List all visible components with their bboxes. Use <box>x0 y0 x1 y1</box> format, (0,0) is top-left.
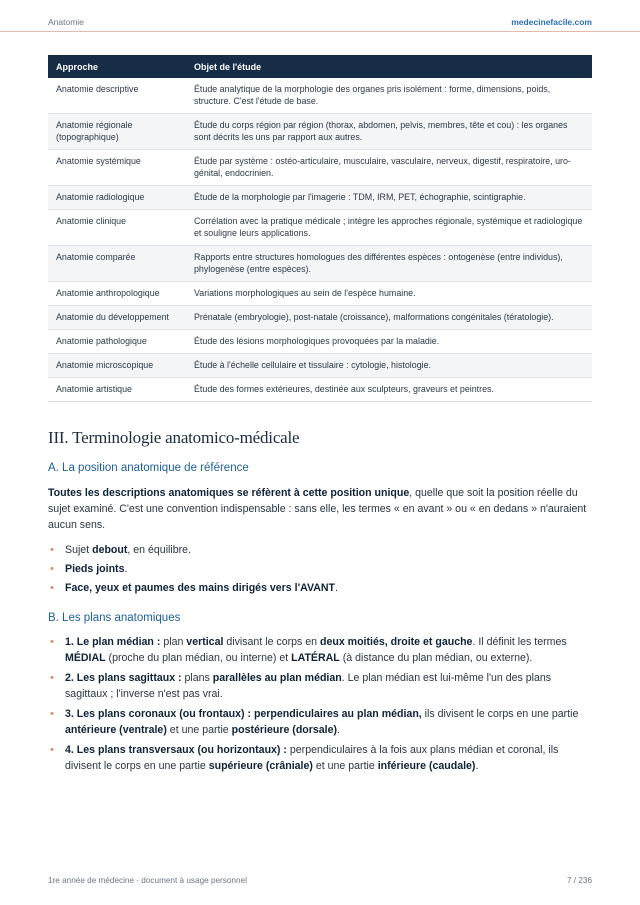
list-item <box>48 580 596 596</box>
bullet-text: perpendiculaires à la fois aux plans médian et coronal, ils divisent le corps en une partie <box>65 744 559 772</box>
approach-cell: Anatomie radiologique <box>48 186 186 210</box>
section-title: III. Terminologie anatomico-médicale <box>48 428 300 447</box>
object-cell: Corrélation avec la pratique médicale ; intègre les approches régionale, systémique et radiologique et souligne leurs applications. <box>186 210 592 246</box>
bullet-bold: vertical <box>186 636 224 648</box>
list-item <box>48 634 596 666</box>
bullet-bold: 3. Les plans coronaux (ou frontaux) : perpendiculaires au plan médian, <box>65 708 422 720</box>
list-item <box>48 561 596 577</box>
table-row <box>48 378 592 402</box>
bullet-icon: • <box>50 582 54 594</box>
planes-bullet-list <box>48 634 596 774</box>
page-footer <box>48 876 592 885</box>
table-row <box>48 150 592 186</box>
bullet-bold: LATÉRAL <box>291 652 340 664</box>
site-link[interactable]: medecinefacile.com <box>511 17 592 27</box>
list-item <box>48 706 596 738</box>
subsection-b-heading: B. Les plans anatomiques <box>48 612 181 624</box>
bullet-bold: antérieure (ventrale) <box>65 724 167 736</box>
bullet-bold: postérieure (dorsale) <box>231 724 338 736</box>
object-cell: Étude des formes extérieures, destinée aux sculpteurs, graveurs et peintres. <box>186 378 592 402</box>
table-row <box>48 306 592 330</box>
intro-bold: Toutes les descriptions anatomiques se réfèrent à cette position unique <box>48 487 410 499</box>
bullet-text: . <box>335 582 338 594</box>
approach-cell: Anatomie régionale (topographique) <box>48 114 186 150</box>
bullet-icon: • <box>50 636 54 648</box>
page-header <box>48 14 592 30</box>
table-row <box>48 210 592 246</box>
bullet-bold: inférieure (caudale) <box>377 760 476 772</box>
approach-cell: Anatomie comparée <box>48 246 186 282</box>
bullet-text: , en équilibre. <box>127 544 192 556</box>
page-number: 7 / 236 <box>566 876 592 885</box>
header-divider <box>0 31 640 32</box>
bullet-icon: • <box>50 672 54 684</box>
bullet-icon: • <box>50 744 54 756</box>
list-item <box>48 542 596 558</box>
bullet-bold: 2. Les plans sagittaux : <box>65 672 182 684</box>
object-cell: Étude à l'échelle cellulaire et tissulaire : cytologie, histologie. <box>186 354 592 378</box>
bullet-bold: parallèles au plan médian <box>212 672 342 684</box>
approach-cell: Anatomie du développement <box>48 306 186 330</box>
header-title: Anatomie <box>48 17 84 27</box>
bullet-text: . <box>124 563 128 575</box>
object-cell: Étude par système : ostéo-articulaire, musculaire, vasculaire, nerveux, digestif, respiratoire, uro-génital, endocrinien. <box>186 150 592 186</box>
intro-text: , quelle que soit la position réelle du sujet examiné. C'est une convention indispensable : sans elle, les termes « en avant » ou « en dedans » n'auraient aucun sens. <box>48 487 587 531</box>
table-row <box>48 186 592 210</box>
table-row <box>48 354 592 378</box>
table-row <box>48 282 592 306</box>
bullet-text: plan <box>160 636 187 648</box>
object-cell: Étude analytique de la morphologie des organes pris isolément : forme, dimensions, poids, structure. C'est l'étude de base. <box>186 78 592 114</box>
table-row <box>48 246 592 282</box>
bullet-icon: • <box>50 708 54 720</box>
bullet-text: (à distance du plan médian, ou externe). <box>339 652 533 664</box>
object-cell: Étude des lésions morphologiques provoquées par la maladie. <box>186 330 592 354</box>
list-item <box>48 670 596 702</box>
bullet-text: . <box>475 760 479 772</box>
position-bullet-list <box>48 542 596 596</box>
object-cell: Rapports entre structures homologues des différentes espèces : ontogenèse (entre individus), phylogenèse (entre espèces). <box>186 246 592 282</box>
approach-cell: Anatomie descriptive <box>48 78 186 114</box>
reference-position-paragraph <box>48 485 592 533</box>
bullet-bold: debout <box>92 544 128 556</box>
approach-cell: Anatomie microscopique <box>48 354 186 378</box>
subsection-a-heading: A. La position anatomique de référence <box>48 462 249 474</box>
object-cell: Variations morphologiques au sein de l'espèce humaine. <box>186 282 592 306</box>
table-row <box>48 114 592 150</box>
bullet-text: (proche du plan médian, ou interne) et <box>105 652 292 664</box>
bullet-bold: Pieds joints <box>65 563 125 575</box>
table-row <box>48 330 592 354</box>
object-cell: Étude du corps région par région (thorax, abdomen, pelvis, membres, tête et cou) : les organes sont décrits les uns par rapport aux autres. <box>186 114 592 150</box>
bullet-text: . Le plan médian est lui-même l'un des plans sagittaux ; l'inverse n'est pas vrai. <box>65 672 552 700</box>
object-cell: Prénatale (embryologie), post-natale (croissance), malformations congénitales (tératologie). <box>186 306 592 330</box>
approach-cell: Anatomie artistique <box>48 378 186 402</box>
bullet-bold: supérieure (crâniale) <box>208 760 313 772</box>
bullet-text: . Il définit les termes <box>472 636 567 648</box>
column-header-objet: Objet de l'étude <box>186 55 592 78</box>
bullet-text: et une partie <box>166 724 232 736</box>
column-header-approche: Approche <box>48 55 186 78</box>
approach-cell: Anatomie anthropologique <box>48 282 186 306</box>
bullet-icon: • <box>50 544 54 556</box>
table-row <box>48 78 592 114</box>
object-cell: Étude de la morphologie par l'imagerie : TDM, IRM, PET, échographie, scintigraphie. <box>186 186 592 210</box>
bullet-bold: 4. Les plans transversaux (ou horizontaux) : <box>65 744 287 756</box>
bullet-bold: 1. Le plan médian : <box>65 636 161 648</box>
footer-note: 1re année de médecine · document à usage personnel <box>48 876 247 885</box>
approach-cell: Anatomie pathologique <box>48 330 186 354</box>
bullet-text: . <box>337 724 340 736</box>
approach-cell: Anatomie clinique <box>48 210 186 246</box>
bullet-bold: deux moitiés, droite et gauche <box>319 636 473 648</box>
bullet-text: ils divisent le corps en une partie <box>421 708 579 720</box>
table-header-row <box>48 55 592 78</box>
approach-table <box>48 55 592 402</box>
list-item <box>48 742 596 774</box>
bullet-text: plans <box>181 672 213 684</box>
bullet-bold: MÉDIAL <box>65 652 106 664</box>
bullet-bold: Face, yeux et paumes des mains dirigés vers l'AVANT <box>65 582 336 594</box>
bullet-text: divisant le corps en <box>223 636 320 648</box>
approach-cell: Anatomie systémique <box>48 150 186 186</box>
bullet-text: Sujet <box>65 544 93 556</box>
bullet-text: et une partie <box>312 760 378 772</box>
bullet-icon: • <box>50 563 54 575</box>
